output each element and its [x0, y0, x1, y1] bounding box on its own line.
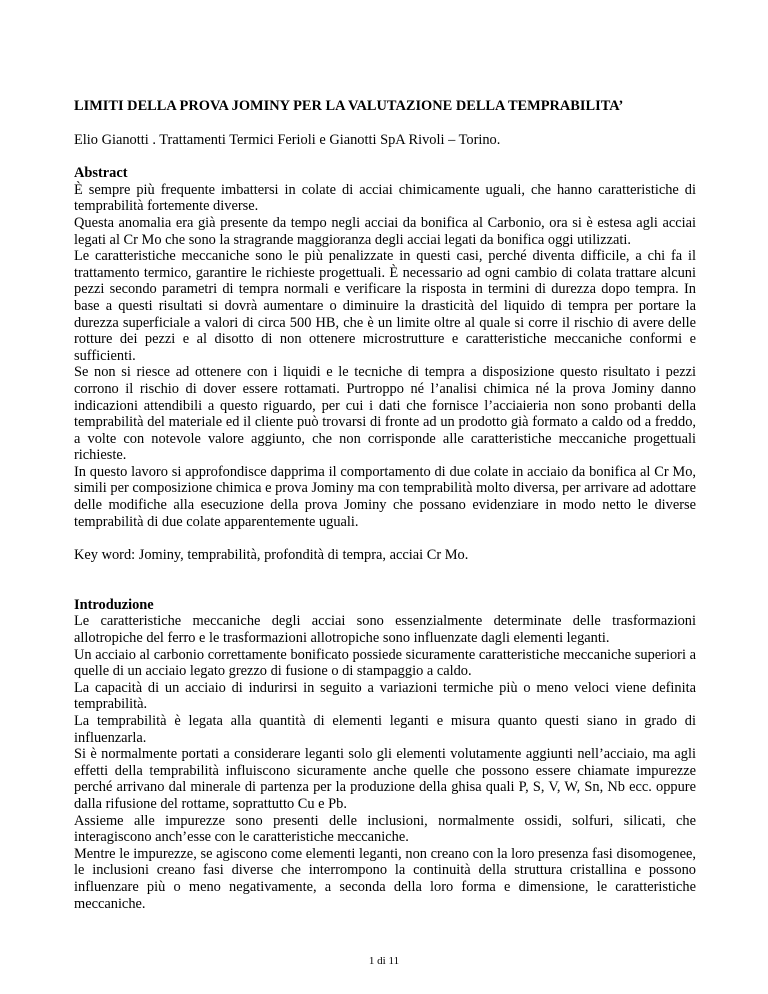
introduction-paragraph: Le caratteristiche meccaniche degli acciai sono essenzialmente determinate delle trasformazioni allotropiche del ferro e le trasformazioni allotropiche sono influenzate dagli elementi leganti.: [74, 613, 696, 647]
introduction-paragraph: La temprabilità è legata alla quantità di elementi leganti e misura quanto questi siano in grado di influenzarla.: [74, 713, 696, 746]
introduction-heading: Introduzione: [74, 596, 154, 613]
abstract-heading: Abstract: [74, 165, 128, 182]
introduction-section: [74, 597, 696, 912]
abstract-paragraph: È sempre più frequente imbattersi in colate di acciai chimicamente uguali, che hanno caratteristiche di temprabilità fortemente diverse.: [74, 181, 696, 215]
introduction-paragraph: Mentre le impurezze, se agiscono come elementi leganti, non creano con la loro presenza fasi disomogenee, le inclusioni creano fasi diverse che interrompono la continuità della struttura cristallina e possono influenzare più o meno negativamente, a seconda della loro forma e dimensione, le caratteristiche meccaniche.: [74, 845, 696, 912]
introduction-paragraph: Si è normalmente portati a considerare leganti solo gli elementi volutamente aggiunti nell’acciaio, ma agli effetti della temprabilità influiscono sicuramente anche quelle che possono essere chiamate impurezze perché arrivano dal minerale di partenza per la produzione della ghisa quali P, S, V, W, Sn, Nb ecc. oppure dalla rifusione del rottame, soprattutto Cu e Pb.: [74, 746, 696, 812]
document-authors: Elio Gianotti . Trattamenti Termici Ferioli e Gianotti SpA Rivoli – Torino.: [74, 131, 501, 148]
abstract-paragraph: In questo lavoro si approfondisce dapprima il comportamento di due colate in acciaio da bonifica al Cr Mo, simili per composizione chimica e prova Jominy ma con temprabilità molto diversa, per arrivare ad adottare delle modifiche alla esecuzione della prova Jominy che possano evidenziare in modo netto le diverse temprabilità di due colate apparentemente uguali.: [74, 463, 696, 530]
introduction-paragraph: La capacità di un acciaio di indurirsi in seguito a variazioni termiche più o meno veloci viene definita temprabilità.: [74, 679, 696, 713]
page-content: [74, 98, 696, 912]
abstract-paragraph: Le caratteristiche meccaniche sono le più penalizzate in questi casi, perché diventa difficile, a chi fa il trattamento termico, garantire le richieste progettuali. È necessario ad ogni cambio di colata trattare alcuni pezzi secondo parametri di tempra normali e verificare la risposta in termini di durezza dopo tempra. In base a questi risultati si dovrà aumentare o diminuire la drasticità del liquido di tempra per portare la durezza superficiale a valori di circa 500 HB, che è un limite oltre al quale si corre il rischio di avere delle rotture dei pezzi e al disotto di non ottenere microstrutture e caratteristiche meccaniche conformi e sufficienti.: [74, 248, 696, 364]
introduction-paragraph: Assieme alle impurezze sono presenti delle inclusioni, normalmente ossidi, solfuri, silicati, che interagiscono anch’esse con le caratteristiche meccaniche.: [74, 812, 696, 846]
document-title: LIMITI DELLA PROVA JOMINY PER LA VALUTAZIONE DELLA TEMPRABILITA’: [74, 98, 624, 114]
abstract-paragraph: Se non si riesce ad ottenere con i liquidi e le tecniche di tempra a disposizione questo risultato i pezzi corrono il rischio di dover essere rottamati. Purtroppo né l’analisi chimica né la prova Jominy danno indicazioni attendibili a questo riguardo, per cui i dati che fornisce l’acciaieria non sono probanti della temprabilità del materiale ed il cliente può trovarsi di fronte ad un prodotto già formato a caldo od a freddo, a volte con notevole valore aggiunto, che non corrisponde alle caratteristiche meccaniche progettuali richieste.: [74, 364, 696, 464]
introduction-paragraph: Un acciaio al carbonio correttamente bonificato possiede sicuramente caratteristiche meccaniche superiori a quelle di un acciaio legato grezzo di fusione o di stampaggio a caldo.: [74, 646, 696, 680]
abstract-paragraph: Questa anomalia era già presente da tempo negli acciai da bonifica al Carbonio, ora si è estesa agli acciai legati al Cr Mo che sono la stragrande maggioranza degli acciai legati da bonifica oggi utilizzati.: [74, 214, 696, 248]
keywords-line: Key word: Jominy, temprabilità, profondità di tempra, acciai Cr Mo.: [74, 547, 469, 564]
abstract-section: [74, 165, 696, 530]
page-number: 1 di 11: [368, 955, 400, 967]
